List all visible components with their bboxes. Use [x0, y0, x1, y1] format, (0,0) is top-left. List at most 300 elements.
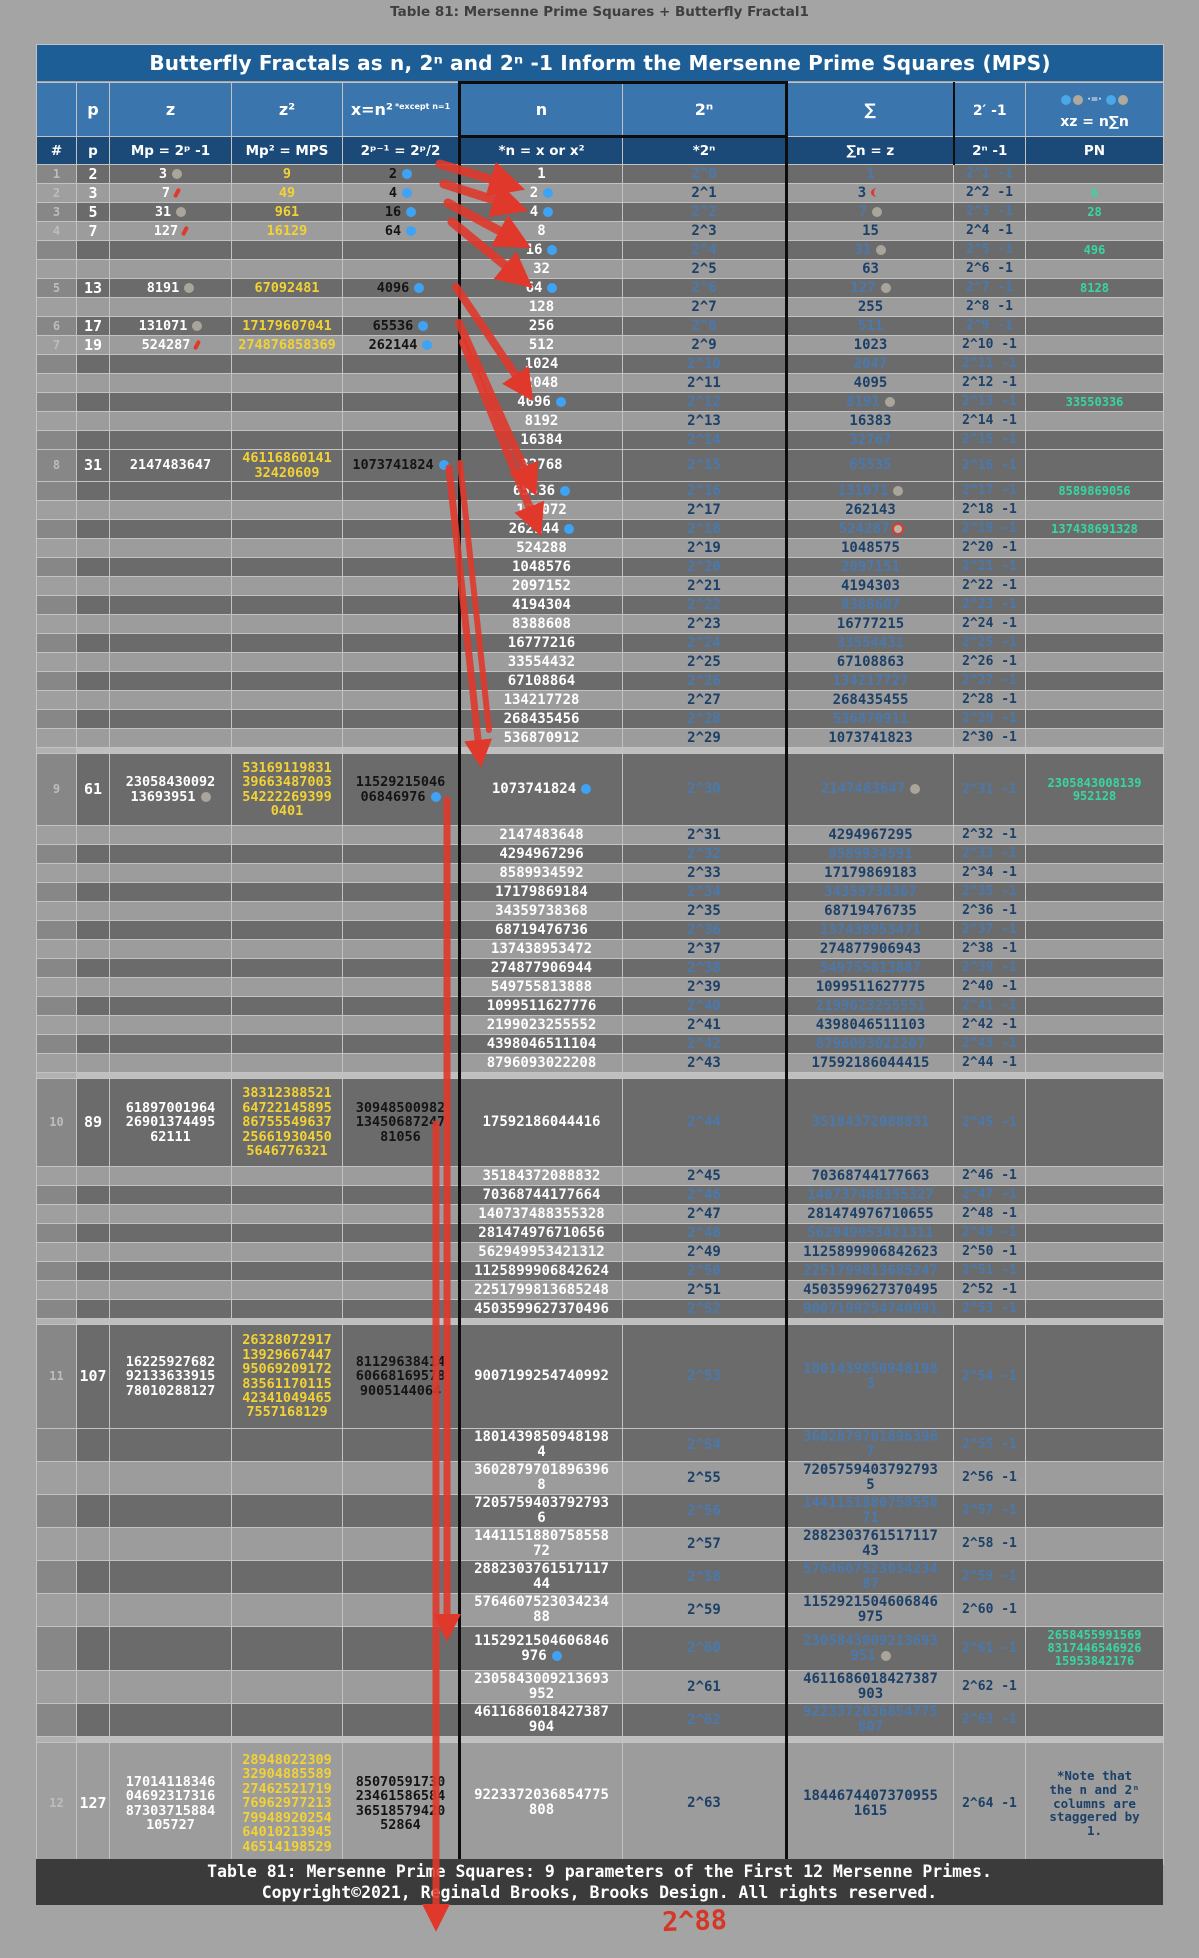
cell-mersenne-prime-z [110, 902, 232, 921]
cell-mersenne-prime-square: 38312388521 64722145895 86755549637 25661930450 5646776321 [232, 1079, 343, 1167]
cell-power-minus-one: 2^11 -1 [954, 355, 1026, 374]
cell-sum-value: 8191 [787, 393, 954, 412]
cell-perfect-number: 28 [1026, 203, 1164, 222]
cell-perfect-number: 2658455991569 8317446546926 15953842176 [1026, 1627, 1164, 1671]
cell-prime-exponent-p [77, 260, 110, 279]
cell-n-value: 128 [460, 298, 623, 317]
cell-power-of-two: 2^51 [623, 1281, 787, 1300]
cell-mersenne-prime-z [110, 845, 232, 864]
cell-prime-exponent-p [77, 520, 110, 539]
cell-perfect-number: 8128 [1026, 279, 1164, 298]
cell-mersenne-prime-z [110, 729, 232, 748]
cell-power-of-two: 2^45 [623, 1167, 787, 1186]
cell-sum-value: 70368744177663 [787, 1167, 954, 1186]
gray-dot-icon [876, 245, 886, 255]
cell-n-value: 4294967296 [460, 845, 623, 864]
cell-x-power-of-two [343, 1281, 460, 1300]
cell-n-value: 8192 [460, 412, 623, 431]
cell-mersenne-prime-square [232, 412, 343, 431]
cell-power-of-two: 2^18 [623, 520, 787, 539]
cell-n-value: 2048 [460, 374, 623, 393]
cell-n-value: 1 [460, 165, 623, 184]
cell-perfect-number [1026, 1224, 1164, 1243]
table-row [37, 260, 1164, 279]
cell-power-of-two: 2^2 [623, 203, 787, 222]
cell-x-power-of-two: 85070591730 23461586584 36518579420 52864 [343, 1743, 460, 1865]
cell-prime-exponent-p [77, 1594, 110, 1627]
cell-row-number [37, 940, 77, 959]
blue-dot-icon [547, 245, 557, 255]
blue-dot-icon [418, 321, 428, 331]
cell-n-value: 16384 [460, 431, 623, 450]
cell-mersenne-prime-square: 28948022309 32904885589 27462521719 76962977213 79948920254 64010213945 46514198529 [232, 1743, 343, 1865]
cell-x-power-of-two [343, 577, 460, 596]
table-row [37, 412, 1164, 431]
cell-mersenne-prime-z: 8191 [110, 279, 232, 298]
cell-power-minus-one: 2^59 -1 [954, 1561, 1026, 1594]
cell-sum-value: 137438953471 [787, 921, 954, 940]
cell-power-of-two: 2^49 [623, 1243, 787, 1262]
cell-mersenne-prime-square [232, 482, 343, 501]
cell-row-number [37, 902, 77, 921]
cell-power-of-two: 2^60 [623, 1627, 787, 1671]
cell-prime-exponent-p [77, 959, 110, 978]
cell-power-of-two: 2^44 [623, 1079, 787, 1167]
cell-mersenne-prime-square [232, 959, 343, 978]
cell-power-of-two: 2^21 [623, 577, 787, 596]
cell-sum-value: 7 [787, 203, 954, 222]
cell-perfect-number [1026, 1325, 1164, 1429]
cell-n-value: 3602879701896396 8 [460, 1462, 623, 1495]
cell-row-number: 1 [37, 165, 77, 184]
cell-power-of-two: 2^16 [623, 482, 787, 501]
cell-x-power-of-two [343, 672, 460, 691]
cell-row-number: 4 [37, 222, 77, 241]
cell-x-power-of-two: 11529215046 06846976 [343, 754, 460, 826]
table-row [37, 1495, 1164, 1528]
gray-dot-icon [176, 207, 186, 217]
cell-perfect-number [1026, 558, 1164, 577]
cell-n-value: 68719476736 [460, 921, 623, 940]
cell-x-power-of-two: 64 [343, 222, 460, 241]
cell-mersenne-prime-z [110, 921, 232, 940]
cell-n-value: 9223372036854775 808 [460, 1743, 623, 1865]
cell-prime-exponent-p [77, 1671, 110, 1704]
cell-n-value: 2305843009213693 952 [460, 1671, 623, 1704]
cell-power-of-two: 2^13 [623, 412, 787, 431]
cell-n-value: 1801439850948198 4 [460, 1429, 623, 1462]
cell-row-number [37, 653, 77, 672]
cell-x-power-of-two [343, 241, 460, 260]
cell-n-value: 536870912 [460, 729, 623, 748]
table-row [37, 1429, 1164, 1462]
cell-sum-value: 2047 [787, 355, 954, 374]
mersenne-prime-squares-table [36, 44, 1164, 1866]
cell-x-power-of-two [343, 374, 460, 393]
blue-dot-icon [547, 283, 557, 293]
cell-row-number [37, 1594, 77, 1627]
cell-x-power-of-two [343, 1300, 460, 1319]
cell-power-of-two: 2^29 [623, 729, 787, 748]
table-footer [36, 1859, 1163, 1905]
cell-x-power-of-two [343, 634, 460, 653]
cell-sum-value: 3602879701896396 7 [787, 1429, 954, 1462]
cell-n-value: 512 [460, 336, 623, 355]
cell-n-value: 2147483648 [460, 826, 623, 845]
cell-perfect-number [1026, 653, 1164, 672]
cell-power-of-two: 2^5 [623, 260, 787, 279]
cell-perfect-number [1026, 1054, 1164, 1073]
cell-mersenne-prime-square [232, 997, 343, 1016]
cell-prime-exponent-p [77, 902, 110, 921]
column-subheader-mersenne-prime-z: Mp = 2ᵖ -1 [110, 137, 232, 165]
table-row [37, 1561, 1164, 1594]
cell-mersenne-prime-z [110, 374, 232, 393]
cell-prime-exponent-p [77, 921, 110, 940]
cell-sum-value: 134217727 [787, 672, 954, 691]
table-row [37, 558, 1164, 577]
table-row [37, 940, 1164, 959]
cell-row-number: 2 [37, 184, 77, 203]
column-subheader-x-power-of-two: 2ᵖ⁻¹ = 2ᵖ/2 [343, 137, 460, 165]
cell-x-power-of-two [343, 691, 460, 710]
cell-row-number [37, 431, 77, 450]
cell-x-power-of-two [343, 520, 460, 539]
cell-n-value: 131072 [460, 501, 623, 520]
cell-x-power-of-two [343, 355, 460, 374]
cell-prime-exponent-p: 3 [77, 184, 110, 203]
cell-mersenne-prime-z [110, 959, 232, 978]
cell-mersenne-prime-square [232, 710, 343, 729]
column-subheader-row-number: # [37, 137, 77, 165]
cell-sum-value: 68719476735 [787, 902, 954, 921]
cell-perfect-number [1026, 577, 1164, 596]
blue-dot-icon [431, 792, 441, 802]
cell-perfect-number [1026, 921, 1164, 940]
cell-prime-exponent-p [77, 1035, 110, 1054]
cell-sum-value: 8388607 [787, 596, 954, 615]
cell-prime-exponent-p: 89 [77, 1079, 110, 1167]
cell-sum-value: 268435455 [787, 691, 954, 710]
cell-mersenne-prime-square [232, 298, 343, 317]
blue-dot-icon [422, 340, 432, 350]
cell-row-number [37, 1224, 77, 1243]
cell-mersenne-prime-square [232, 1262, 343, 1281]
cell-perfect-number [1026, 710, 1164, 729]
cell-prime-exponent-p: 2 [77, 165, 110, 184]
cell-power-of-two: 2^46 [623, 1186, 787, 1205]
cell-sum-value: 63 [787, 260, 954, 279]
column-header-xz = n∑n: ·=· xz = n∑n [1026, 83, 1164, 137]
cell-prime-exponent-p [77, 412, 110, 431]
cell-power-minus-one: 2^30 -1 [954, 729, 1026, 748]
cell-mersenne-prime-z: 524287 [110, 336, 232, 355]
cell-power-of-two: 2^47 [623, 1205, 787, 1224]
cell-mersenne-prime-z [110, 1167, 232, 1186]
cell-mersenne-prime-z [110, 1300, 232, 1319]
cell-sum-value: 549755813887 [787, 959, 954, 978]
cell-sum-value: 2199023255551 [787, 997, 954, 1016]
table-row [37, 1205, 1164, 1224]
cell-mersenne-prime-z [110, 1243, 232, 1262]
cell-mersenne-prime-square [232, 1186, 343, 1205]
cell-mersenne-prime-z: 131071 [110, 317, 232, 336]
cell-sum-value: 2305843009213693 951 [787, 1627, 954, 1671]
cell-row-number [37, 1016, 77, 1035]
cell-row-number [37, 826, 77, 845]
table-row [37, 1079, 1164, 1167]
table-row [37, 355, 1164, 374]
cell-mersenne-prime-square [232, 1035, 343, 1054]
cell-mersenne-prime-z [110, 864, 232, 883]
cell-power-of-two: 2^26 [623, 672, 787, 691]
table-row [37, 634, 1164, 653]
handwritten-power-annotation: 2^88 [661, 1904, 728, 1939]
cell-mersenne-prime-square [232, 1016, 343, 1035]
cell-sum-value: 524287 [787, 520, 954, 539]
cell-prime-exponent-p [77, 1704, 110, 1737]
cell-power-minus-one: 2^9 -1 [954, 317, 1026, 336]
cell-x-power-of-two [343, 1704, 460, 1737]
cell-sum-value: 131071 [787, 482, 954, 501]
cell-power-of-two: 2^7 [623, 298, 787, 317]
cell-x-power-of-two [343, 1627, 460, 1671]
cell-sum-value: 31 [787, 241, 954, 260]
cell-n-value: 35184372088832 [460, 1167, 623, 1186]
cell-mersenne-prime-square [232, 1300, 343, 1319]
cell-mersenne-prime-square [232, 921, 343, 940]
cell-n-value: 16 [460, 241, 623, 260]
cell-mersenne-prime-z [110, 501, 232, 520]
cell-x-power-of-two [343, 1205, 460, 1224]
cell-perfect-number [1026, 501, 1164, 520]
table-row [37, 203, 1164, 222]
cell-mersenne-prime-square [232, 634, 343, 653]
cell-row-number [37, 1561, 77, 1594]
cell-mersenne-prime-z [110, 596, 232, 615]
cell-mersenne-prime-z [110, 558, 232, 577]
cell-x-power-of-two [343, 1016, 460, 1035]
cell-power-of-two: 2^31 [623, 826, 787, 845]
table-row [37, 241, 1164, 260]
cell-prime-exponent-p [77, 826, 110, 845]
table-row [37, 1528, 1164, 1561]
cell-power-of-two: 2^39 [623, 978, 787, 997]
table-row [37, 1016, 1164, 1035]
cell-x-power-of-two [343, 539, 460, 558]
cell-power-minus-one: 2^17 -1 [954, 482, 1026, 501]
cell-n-value: 140737488355328 [460, 1205, 623, 1224]
cell-mersenne-prime-square [232, 729, 343, 748]
cell-perfect-number [1026, 1300, 1164, 1319]
cell-prime-exponent-p [77, 978, 110, 997]
cell-mersenne-prime-square [232, 940, 343, 959]
cell-row-number: 10 [37, 1079, 77, 1167]
red-check-icon [173, 187, 181, 198]
cell-power-minus-one: 2^61 -1 [954, 1627, 1026, 1671]
cell-perfect-number [1026, 902, 1164, 921]
cell-power-of-two: 2^62 [623, 1704, 787, 1737]
red-check-icon [181, 225, 189, 236]
gray-dot-icon [192, 321, 202, 331]
cell-prime-exponent-p [77, 355, 110, 374]
cell-sum-value: 2251799813685247 [787, 1262, 954, 1281]
cell-power-of-two: 2^55 [623, 1462, 787, 1495]
cell-power-minus-one: 2^51 -1 [954, 1262, 1026, 1281]
cell-power-minus-one: 2^47 -1 [954, 1186, 1026, 1205]
cell-n-value: 4611686018427387 904 [460, 1704, 623, 1737]
cell-mersenne-prime-z [110, 393, 232, 412]
cell-prime-exponent-p [77, 558, 110, 577]
cell-perfect-number [1026, 412, 1164, 431]
cell-mersenne-prime-square [232, 241, 343, 260]
cell-prime-exponent-p: 7 [77, 222, 110, 241]
cell-x-power-of-two [343, 921, 460, 940]
cell-mersenne-prime-square [232, 1224, 343, 1243]
cell-mersenne-prime-square [232, 539, 343, 558]
cell-mersenne-prime-square [232, 393, 343, 412]
cell-row-number [37, 845, 77, 864]
cell-perfect-number [1026, 539, 1164, 558]
cell-row-number [37, 959, 77, 978]
cell-power-of-two: 2^52 [623, 1300, 787, 1319]
footer-copyright: Copyright©2021, Reginald Brooks, Brooks Design. All rights reserved. [261, 1882, 938, 1902]
cell-prime-exponent-p: 127 [77, 1743, 110, 1865]
blue-dot-icon [543, 188, 553, 198]
cell-power-of-two: 2^1 [623, 184, 787, 203]
cell-sum-value: 34359738367 [787, 883, 954, 902]
cell-power-minus-one: 2^29 -1 [954, 710, 1026, 729]
cell-prime-exponent-p [77, 1429, 110, 1462]
column-subheader-mersenne-prime-square: Mp² = MPS [232, 137, 343, 165]
cell-perfect-number [1026, 729, 1164, 748]
cell-power-minus-one: 2^33 -1 [954, 845, 1026, 864]
page-title: Table 81: Mersenne Prime Squares + Butterfly Fractal1 [390, 4, 809, 20]
cell-sum-value: 4294967295 [787, 826, 954, 845]
cell-perfect-number [1026, 355, 1164, 374]
cell-n-value: 2097152 [460, 577, 623, 596]
cell-mersenne-prime-z [110, 577, 232, 596]
cell-perfect-number [1026, 959, 1164, 978]
cell-n-value: 524288 [460, 539, 623, 558]
cell-mersenne-prime-square: 67092481 [232, 279, 343, 298]
cell-mersenne-prime-z: 17014118346 04692317316 87303715884 105727 [110, 1743, 232, 1865]
cell-mersenne-prime-square [232, 1429, 343, 1462]
cell-row-number [37, 393, 77, 412]
cell-power-of-two: 2^50 [623, 1262, 787, 1281]
cell-n-value: 268435456 [460, 710, 623, 729]
cell-x-power-of-two [343, 1462, 460, 1495]
cell-row-number [37, 1281, 77, 1300]
cell-power-minus-one: 2^31 -1 [954, 754, 1026, 826]
cell-power-of-two: 2^25 [623, 653, 787, 672]
cell-prime-exponent-p [77, 1167, 110, 1186]
cell-prime-exponent-p [77, 997, 110, 1016]
table-row [37, 596, 1164, 615]
cell-mersenne-prime-z [110, 1627, 232, 1671]
cell-power-minus-one: 2^6 -1 [954, 260, 1026, 279]
table-row [37, 1054, 1164, 1073]
table-row [37, 222, 1164, 241]
cell-mersenne-prime-square [232, 1627, 343, 1671]
cell-prime-exponent-p [77, 1561, 110, 1594]
cell-power-minus-one: 2^24 -1 [954, 615, 1026, 634]
table-row [37, 883, 1164, 902]
cell-prime-exponent-p [77, 1300, 110, 1319]
cell-mersenne-prime-square [232, 355, 343, 374]
cell-power-minus-one: 2^3 -1 [954, 203, 1026, 222]
cell-perfect-number [1026, 997, 1164, 1016]
cell-x-power-of-two [343, 615, 460, 634]
cell-x-power-of-two [343, 1528, 460, 1561]
cell-mersenne-prime-z [110, 1262, 232, 1281]
cell-row-number [37, 672, 77, 691]
table-row [37, 1300, 1164, 1319]
cell-n-value: 9007199254740992 [460, 1325, 623, 1429]
cell-n-value: 4398046511104 [460, 1035, 623, 1054]
cell-power-minus-one: 2^21 -1 [954, 558, 1026, 577]
cell-mersenne-prime-z [110, 997, 232, 1016]
blue-dot-icon [581, 784, 591, 794]
cell-mersenne-prime-square: 26328072917 13929667447 95069209172 83561170115 42341049465 7557168129 [232, 1325, 343, 1429]
cell-mersenne-prime-square [232, 374, 343, 393]
cell-power-minus-one: 2^34 -1 [954, 864, 1026, 883]
cell-prime-exponent-p [77, 374, 110, 393]
cell-mersenne-prime-z [110, 482, 232, 501]
table-row [37, 1462, 1164, 1495]
blue-dot-icon [543, 207, 553, 217]
cell-power-of-two: 2^40 [623, 997, 787, 1016]
cell-prime-exponent-p [77, 482, 110, 501]
cell-mersenne-prime-square: 46116860141 32420609 [232, 450, 343, 482]
cell-prime-exponent-p [77, 1186, 110, 1205]
cell-sum-value: 67108863 [787, 653, 954, 672]
cell-n-value: 32 [460, 260, 623, 279]
cell-sum-value: 5764607523034234 87 [787, 1561, 954, 1594]
cell-prime-exponent-p: 31 [77, 450, 110, 482]
cell-perfect-number [1026, 864, 1164, 883]
table-row [37, 431, 1164, 450]
cell-mersenne-prime-z [110, 1224, 232, 1243]
cell-sum-value: 3 [787, 184, 954, 203]
column-header-blank [37, 83, 77, 137]
cell-power-minus-one: 2^57 -1 [954, 1495, 1026, 1528]
cell-row-number [37, 1462, 77, 1495]
cell-mersenne-prime-z [110, 431, 232, 450]
cell-sum-value: 8589934591 [787, 845, 954, 864]
cell-prime-exponent-p [77, 577, 110, 596]
cell-x-power-of-two: 4 [343, 184, 460, 203]
table-row [37, 1325, 1164, 1429]
cell-row-number [37, 558, 77, 577]
cell-perfect-number [1026, 1016, 1164, 1035]
cell-power-minus-one: 2^7 -1 [954, 279, 1026, 298]
cell-mersenne-prime-square [232, 1528, 343, 1561]
cell-x-power-of-two [343, 1186, 460, 1205]
cell-power-minus-one: 2^39 -1 [954, 959, 1026, 978]
cell-power-of-two: 2^17 [623, 501, 787, 520]
cell-sum-value: 7205759403792793 5 [787, 1462, 954, 1495]
cell-x-power-of-two [343, 393, 460, 412]
cell-prime-exponent-p: 19 [77, 336, 110, 355]
cell-row-number [37, 501, 77, 520]
cell-mersenne-prime-z [110, 1704, 232, 1737]
cell-row-number [37, 1704, 77, 1737]
cell-mersenne-prime-square: 9 [232, 165, 343, 184]
cell-sum-value: 511 [787, 317, 954, 336]
table-row [37, 826, 1164, 845]
cell-mersenne-prime-square [232, 883, 343, 902]
